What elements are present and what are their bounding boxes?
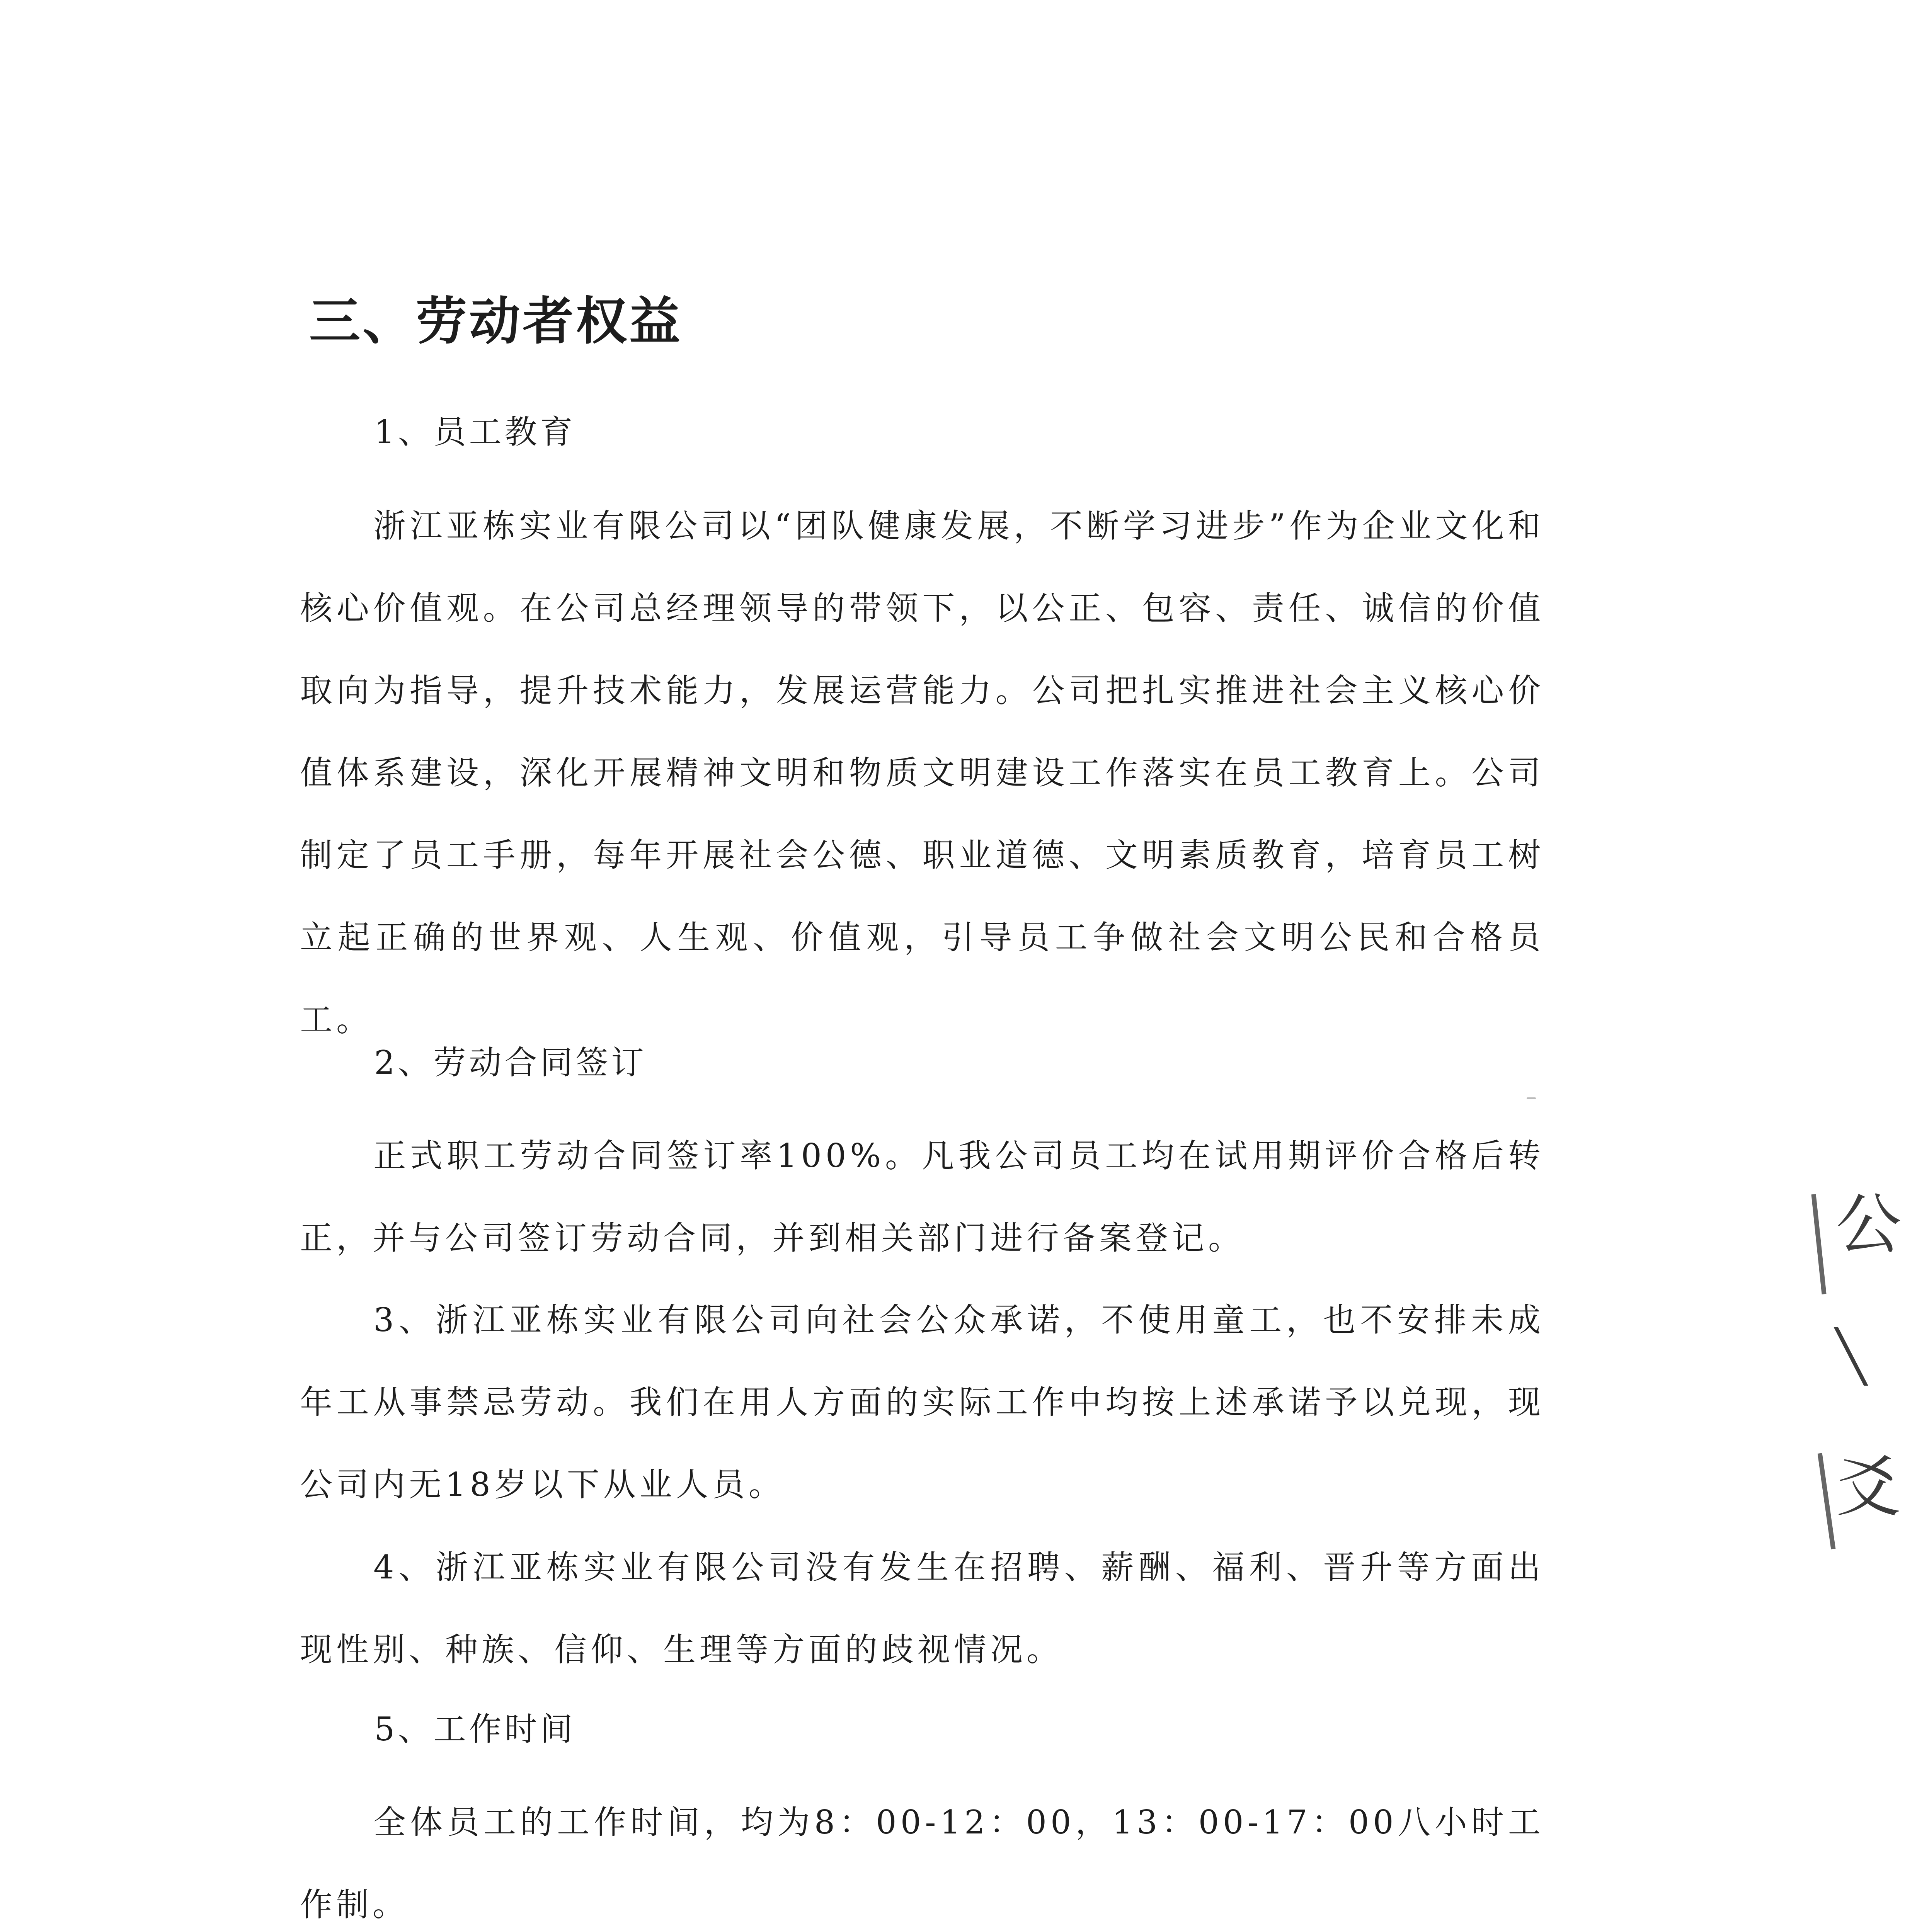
- seal-mark-middle: ╲: [1836, 1327, 1866, 1386]
- paragraph-working-hours: 全体员工的工作时间，均为8：00-12：00，13：00-17：00八小时工作制。: [300, 1803, 1544, 1923]
- paragraph-child-labor: 3、浙江亚栋实业有限公司向社会公众承诺，不使用童工，也不安排未成年工从事禁忌劳动。我们在用人方面的实际工作中均按上述承诺予以兑现，现公司内无18岁以下从业人员。: [300, 1301, 1544, 1503]
- section-title: 三、劳动者权益: [309, 292, 683, 351]
- subtitle-working-hours: 5、工作时间: [374, 1710, 576, 1748]
- seal-edge-lower: [1818, 1453, 1836, 1549]
- seal-char-lower: 爻: [1836, 1449, 1902, 1526]
- seal-edge-upper: [1811, 1194, 1826, 1294]
- subtitle-labor-contract: 2、劳动合同签订: [374, 1044, 647, 1082]
- subtitle-employee-education: 1、员工教育: [374, 413, 576, 451]
- scan-mark: [1527, 1097, 1536, 1099]
- paragraph-employee-education: 浙江亚栋实业有限公司以“团队健康发展，不断学习进步”作为企业文化和核心价值观。在公司总经理领导的带领下，以公正、包容、责任、诚信的价值取向为指导，提升技术能力，发展运营能力。公司把扎实推进社会主义核心价值体系建设，深化开展精神文明和物质文明建设工作落实在员工教育上。公司制定了员工手册，每年开展社会公德、职业道德、文明素质教育，培育员工树立起正确的世界观、人生观、价值观，引导员工争做社会文明公民和合格员工。: [300, 507, 1544, 1039]
- paragraph-non-discrimination: 4、浙江亚栋实业有限公司没有发生在招聘、薪酬、福利、晋升等方面出现性别、种族、信仰、生理等方面的歧视情况。: [300, 1548, 1544, 1668]
- paragraph-labor-contract: 正式职工劳动合同签订率100%。凡我公司员工均在试用期评价合格后转正，并与公司签订劳动合同，并到相关部门进行备案登记。: [300, 1137, 1544, 1257]
- seal-fragment: [1793, 1182, 1917, 1569]
- seal-char-upper: 公: [1836, 1187, 1902, 1263]
